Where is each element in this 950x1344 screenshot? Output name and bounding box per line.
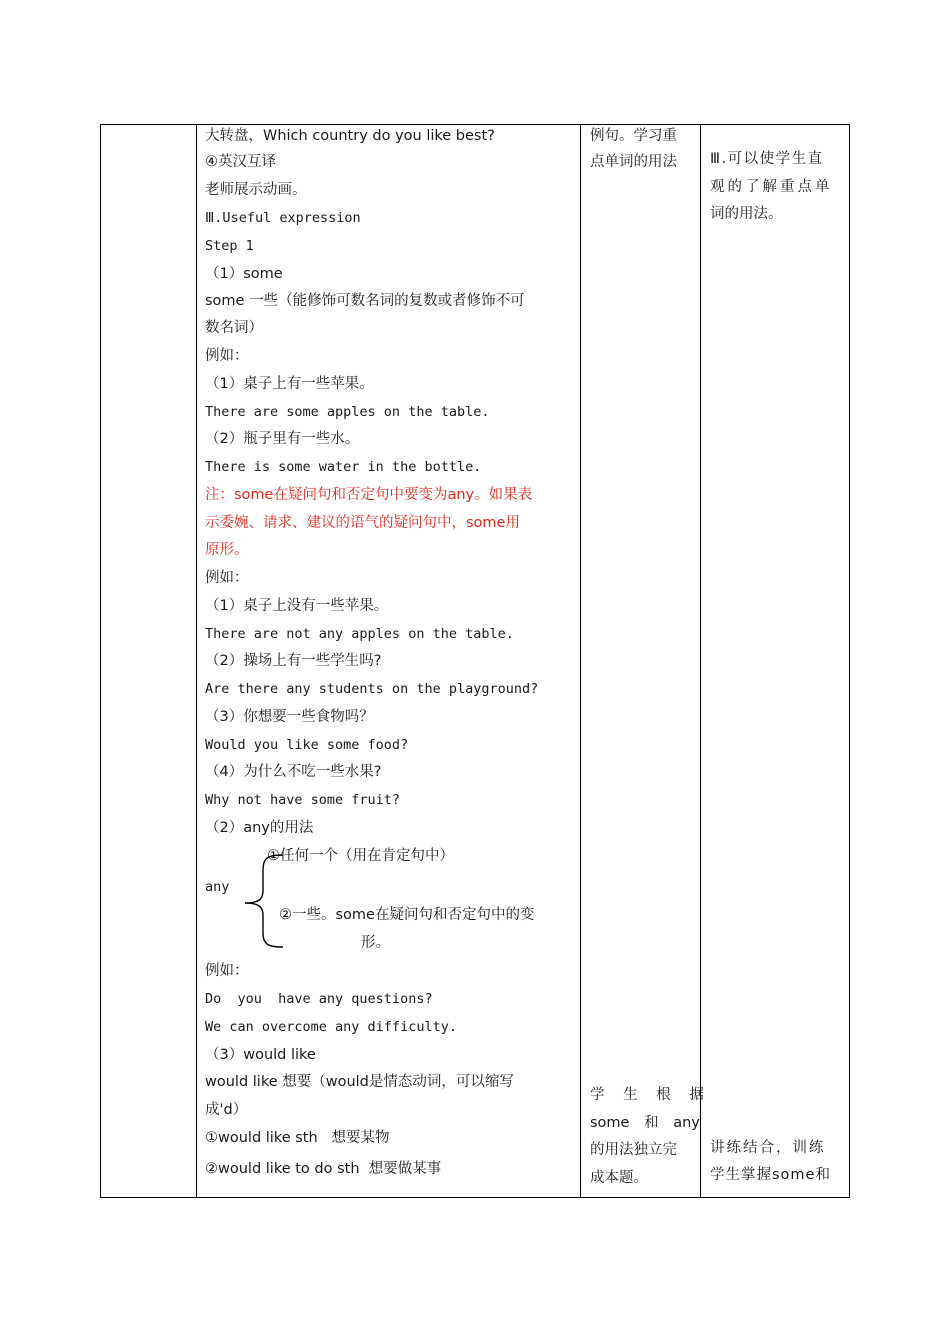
intent-line: 学生掌握some和 (710, 1167, 831, 1183)
process-line: （2）操场上有一些学生吗? (205, 653, 382, 669)
process-line: would like 想要（would是情态动词，可以缩写 (205, 1074, 514, 1090)
intent-line: 词的用法。 (710, 206, 783, 222)
student-line: 成本题。 (590, 1170, 648, 1186)
process-line: 例如： (205, 570, 249, 586)
process-line: 大转盘，Which country do you like best? (205, 128, 495, 144)
intent-line: Ⅲ.可以使学生直 (710, 151, 824, 167)
process-line: some 一些（能修饰可数名词的复数或者修饰不可 (205, 293, 525, 309)
process-line: There are not any apples on the table. (205, 626, 514, 642)
note-line: 示委婉、请求、建议的语气的疑问句中，some用 (205, 515, 520, 531)
process-line: We can overcome any difficulty. (205, 1019, 457, 1035)
process-line: （3）would like (205, 1047, 316, 1063)
note-line: 注：some在疑问句和否定句中要变为any。如果表 (205, 487, 533, 503)
process-line: ④英汉互译 (205, 154, 276, 170)
process-line: 成'd） (205, 1102, 248, 1118)
process-line: 例如： (205, 348, 249, 364)
process-line: （3）你想要一些食物吗？ (205, 709, 374, 725)
process-line: Why not have some fruit? (205, 792, 401, 808)
process-line: Do you have any questions? (205, 991, 433, 1007)
teaching-process-cell (197, 125, 581, 1197)
lesson-table (100, 124, 850, 1198)
process-line: 老师展示动画。 (205, 182, 307, 198)
process-line: ①would like sth 想要某物 (205, 1130, 390, 1146)
process-line: （1）桌子上有一些苹果。 (205, 376, 374, 392)
process-line: 例如： (205, 963, 249, 979)
process-line: Are there any students on the playground? (205, 681, 539, 697)
intent-line: 讲练结合，训练 (710, 1140, 826, 1156)
student-line: 的用法独立完 (590, 1142, 677, 1158)
design-intent-cell (701, 125, 851, 1197)
any-label: any (205, 879, 230, 895)
process-line: （4）为什么不吃一些水果? (205, 764, 382, 780)
student-line: 学 生 根 据 (590, 1087, 708, 1103)
process-line: （2）瓶子里有一些水。 (205, 431, 360, 447)
any-meaning-2: ②一些。some在疑问句和否定句中的变 (279, 907, 535, 923)
note-line: 原形。 (205, 542, 249, 558)
any-meaning-2-cont: 形。 (361, 935, 390, 951)
process-line: 数名词） (205, 320, 263, 336)
process-line: （1）some (205, 266, 283, 282)
student-line: some 和 any (590, 1115, 700, 1131)
student-activity-cell (581, 125, 708, 1197)
process-line: Would you like some food? (205, 737, 409, 753)
student-line: 例句。学习重 (590, 128, 677, 144)
process-line: （2）any的用法 (205, 820, 314, 836)
any-meaning-1: ①任何一个（用在肯定句中） (267, 848, 454, 864)
process-line: ②would like to do sth 想要做某事 (205, 1161, 442, 1177)
process-line: There are some apples on the table. (205, 404, 490, 420)
curly-brace-icon (241, 853, 287, 949)
intent-line: 观的了解重点单 (710, 179, 833, 195)
process-line: （1）桌子上没有一些苹果。 (205, 598, 389, 614)
process-line: Step 1 (205, 238, 254, 254)
process-line: Ⅲ.Useful expression (205, 210, 361, 226)
process-line: There is some water in the bottle. (205, 459, 482, 475)
student-line: 点单词的用法 (590, 154, 677, 170)
